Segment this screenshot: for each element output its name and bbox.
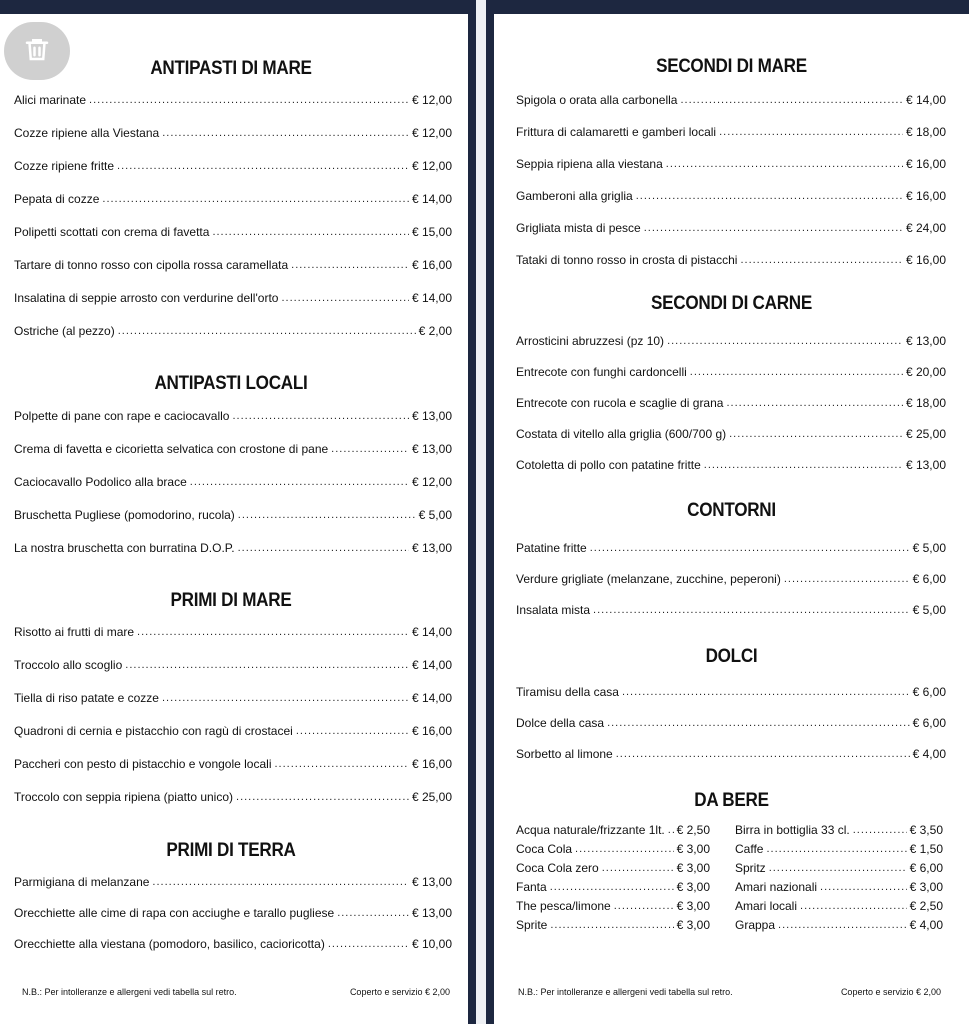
menu-item-price: € 15,00 xyxy=(411,225,452,239)
section-title: CONTORNI xyxy=(687,500,776,521)
menu-item xyxy=(14,191,452,207)
leader-dots xyxy=(550,917,673,933)
menu-item-name: Tataki di tonno rosso in crosta di pistacchi xyxy=(516,253,738,267)
leader-dots xyxy=(636,188,903,204)
menu-item xyxy=(516,684,946,700)
menu-item xyxy=(516,879,710,895)
menu-item-name: Paccheri con pesto di pistacchio e vongole locali xyxy=(14,757,272,771)
leader-dots xyxy=(680,92,903,108)
menu-item xyxy=(516,571,946,587)
leader-dots xyxy=(690,364,903,380)
menu-item-name: Insalata mista xyxy=(516,603,591,617)
menu-item-name: Alici marinate xyxy=(14,93,87,107)
menu-item-price: € 18,00 xyxy=(905,396,946,410)
menu-item-name: Parmigiana di melanzane xyxy=(14,875,150,889)
footer-note: N.B.: Per intolleranze e allergeni vedi tabella sul retro. xyxy=(22,987,237,997)
footer-note: N.B.: Per intolleranze e allergeni vedi tabella sul retro. xyxy=(518,987,733,997)
menu-item-price: € 13,00 xyxy=(411,442,452,456)
menu-item-price: € 14,00 xyxy=(411,625,452,639)
menu-item xyxy=(516,156,946,172)
menu-item xyxy=(735,879,943,895)
leader-dots xyxy=(726,395,902,411)
menu-item-price: € 2,50 xyxy=(676,823,710,837)
menu-item-name: Ostriche (al pezzo) xyxy=(14,324,115,338)
menu-item xyxy=(516,822,710,838)
leader-dots xyxy=(212,224,409,240)
menu-item xyxy=(516,188,946,204)
menu-item xyxy=(14,290,452,306)
leader-dots xyxy=(281,290,409,306)
leader-dots xyxy=(162,125,409,141)
menu-item-name: Caciocavallo Podolico alla brace xyxy=(14,475,187,489)
menu-item xyxy=(516,841,710,857)
menu-item xyxy=(516,124,946,140)
menu-item-name: Sorbetto al limone xyxy=(516,747,613,761)
menu-item-price: € 16,00 xyxy=(905,253,946,267)
menu-item-name: Fanta xyxy=(516,880,547,894)
menu-item-name: Spritz xyxy=(735,861,766,875)
menu-item-price: € 13,00 xyxy=(905,334,946,348)
section-title: PRIMI DI MARE xyxy=(170,590,292,611)
menu-item-name: Tartare di tonno rosso con cipolla rossa caramellata xyxy=(14,258,289,272)
section-title: ANTIPASTI LOCALI xyxy=(154,373,308,394)
menu-item xyxy=(14,257,452,273)
menu-item-price: € 13,00 xyxy=(411,541,452,555)
leader-dots xyxy=(719,124,903,140)
menu-item-price: € 25,00 xyxy=(905,427,946,441)
menu-item-price: € 6,00 xyxy=(912,572,946,586)
leader-dots xyxy=(704,457,903,473)
leader-dots xyxy=(232,408,408,424)
menu-item xyxy=(735,841,943,857)
section-title: DA BERE xyxy=(694,790,769,811)
leader-dots xyxy=(616,746,910,762)
leader-dots xyxy=(102,191,409,207)
leader-dots xyxy=(590,540,910,556)
menu-item xyxy=(516,860,710,876)
menu-item-price: € 13,00 xyxy=(905,458,946,472)
menu-item-price: € 24,00 xyxy=(905,221,946,235)
menu-item xyxy=(14,408,452,424)
menu-item xyxy=(516,715,946,731)
menu-item xyxy=(14,723,452,739)
menu-item xyxy=(14,125,452,141)
menu-item-name: Tiella di riso patate e cozze xyxy=(14,691,159,705)
menu-item-name: Orecchiette alla viestana (pomodoro, basilico, cacioricotta) xyxy=(14,937,325,951)
menu-item-name: Birra in bottiglia 33 cl. xyxy=(735,823,850,837)
menu-item-name: Coca Cola xyxy=(516,842,573,856)
leader-dots xyxy=(766,841,906,857)
menu-item xyxy=(516,92,946,108)
leader-dots xyxy=(238,507,416,523)
menu-item-name: Crema di favetta e cicorietta selvatica con crostone di pane xyxy=(14,442,329,456)
menu-item-price: € 6,00 xyxy=(909,861,943,875)
menu-item-name: Risotto ai frutti di mare xyxy=(14,625,135,639)
leader-dots xyxy=(274,756,408,772)
leader-dots xyxy=(668,822,674,838)
menu-item-price: € 14,00 xyxy=(905,93,946,107)
menu-item xyxy=(516,364,946,380)
menu-item-name: Entrecote con funghi cardoncelli xyxy=(516,365,687,379)
menu-item xyxy=(14,323,452,339)
menu-item-name: Sprite xyxy=(516,918,548,932)
menu-item-price: € 10,00 xyxy=(411,937,452,951)
menu-item-price: € 14,00 xyxy=(411,291,452,305)
menu-item-price: € 3,00 xyxy=(676,918,710,932)
leader-dots xyxy=(607,715,910,731)
menu-item-name: Coca Cola zero xyxy=(516,861,599,875)
leader-dots xyxy=(853,822,907,838)
menu-item-price: € 14,00 xyxy=(411,192,452,206)
menu-item-name: Tiramisu della casa xyxy=(516,685,619,699)
page-divider xyxy=(468,0,494,1024)
menu-item-name: Frittura di calamaretti e gamberi locali xyxy=(516,125,717,139)
menu-item xyxy=(14,158,452,174)
menu-item-name: Costata di vitello alla griglia (600/700 g) xyxy=(516,427,727,441)
menu-item-name: Seppia ripiena alla viestana xyxy=(516,157,663,171)
leader-dots xyxy=(162,690,409,706)
menu-item-name: Polipetti scottati con crema di favetta xyxy=(14,225,210,239)
menu-item xyxy=(14,657,452,673)
menu-item-price: € 3,00 xyxy=(676,880,710,894)
menu-item xyxy=(14,690,452,706)
menu-item xyxy=(735,860,943,876)
menu-item-name: Troccolo allo scoglio xyxy=(14,658,123,672)
menu-item-name: Orecchiette alle cime di rapa con acciughe e tarallo pugliese xyxy=(14,906,335,920)
leader-dots xyxy=(238,540,409,556)
leader-dots xyxy=(667,333,903,349)
menu-item-price: € 5,00 xyxy=(418,508,452,522)
menu-item-price: € 12,00 xyxy=(411,475,452,489)
menu-item-price: € 16,00 xyxy=(411,724,452,738)
leader-dots xyxy=(152,874,409,890)
menu-item xyxy=(14,540,452,556)
menu-item-name: Insalatina di seppie arrosto con verdurine dell'orto xyxy=(14,291,279,305)
leader-dots xyxy=(236,789,409,805)
section-title: SECONDI DI CARNE xyxy=(650,293,812,314)
menu-item xyxy=(14,507,452,523)
leader-dots xyxy=(644,220,903,236)
menu-item-price: € 25,00 xyxy=(411,790,452,804)
menu-item xyxy=(516,917,710,933)
menu-item-name: Pepata di cozze xyxy=(14,192,100,206)
leader-dots xyxy=(117,158,409,174)
menu-item xyxy=(14,624,452,640)
leader-dots xyxy=(337,905,409,921)
leader-dots xyxy=(125,657,409,673)
menu-item-name: Quadroni di cernia e pistacchio con ragù di crostacei xyxy=(14,724,293,738)
menu-item-name: Troccolo con seppia ripiena (piatto unico) xyxy=(14,790,234,804)
menu-item-price: € 14,00 xyxy=(411,658,452,672)
menu-item xyxy=(14,224,452,240)
menu-item-name: Grappa xyxy=(735,918,776,932)
menu-item-name: Gamberoni alla griglia xyxy=(516,189,633,203)
menu-item-price: € 18,00 xyxy=(905,125,946,139)
menu-item xyxy=(735,917,943,933)
leader-dots xyxy=(190,474,409,490)
menu-item-name: Spigola o orata alla carbonella xyxy=(516,93,678,107)
menu-item-name: The pesca/limone xyxy=(516,899,611,913)
section-title: ANTIPASTI DI MARE xyxy=(150,58,312,79)
menu-item xyxy=(516,333,946,349)
menu-item xyxy=(735,822,943,838)
menu-item xyxy=(516,252,946,268)
menu-item-price: € 13,00 xyxy=(411,906,452,920)
menu-item-price: € 4,00 xyxy=(909,918,943,932)
leader-dots xyxy=(800,898,907,914)
leader-dots xyxy=(622,684,910,700)
menu-item-price: € 5,00 xyxy=(912,541,946,555)
menu-item-name: Bruschetta Pugliese (pomodorino, rucola) xyxy=(14,508,235,522)
menu-item xyxy=(516,457,946,473)
menu-item xyxy=(14,92,452,108)
leader-dots xyxy=(593,602,910,618)
menu-item-price: € 6,00 xyxy=(912,685,946,699)
menu-item-name: Entrecote con rucola e scaglie di grana xyxy=(516,396,724,410)
menu-item xyxy=(516,426,946,442)
leader-dots xyxy=(769,860,907,876)
menu-item-price: € 16,00 xyxy=(905,189,946,203)
menu-item-price: € 12,00 xyxy=(411,93,452,107)
leader-dots xyxy=(602,860,674,876)
menu-item-name: Verdure grigliate (melanzane, zucchine, peperoni) xyxy=(516,572,781,586)
menu-item-price: € 3,00 xyxy=(676,899,710,913)
menu-item-name: Acqua naturale/frizzante 1lt. xyxy=(516,823,665,837)
menu-item xyxy=(516,602,946,618)
menu-item-price: € 16,00 xyxy=(905,157,946,171)
leader-dots xyxy=(291,257,409,273)
menu-item xyxy=(14,474,452,490)
section-title: DOLCI xyxy=(705,646,758,667)
leader-dots xyxy=(784,571,910,587)
menu-item-price: € 3,00 xyxy=(676,861,710,875)
menu-item-price: € 5,00 xyxy=(912,603,946,617)
menu-item xyxy=(14,874,452,890)
leader-dots xyxy=(550,879,674,895)
leader-dots xyxy=(328,936,409,952)
section-title: SECONDI DI MARE xyxy=(656,56,807,77)
leader-dots xyxy=(729,426,903,442)
leader-dots xyxy=(137,624,409,640)
menu-item xyxy=(735,898,943,914)
menu-item-name: Grigliata mista di pesce xyxy=(516,221,641,235)
menu-item-price: € 13,00 xyxy=(411,409,452,423)
menu-item-price: € 6,00 xyxy=(912,716,946,730)
leader-dots xyxy=(614,898,674,914)
menu-item-price: € 12,00 xyxy=(411,159,452,173)
menu-item-name: Cozze ripiene fritte xyxy=(14,159,115,173)
menu-item xyxy=(14,756,452,772)
menu-item xyxy=(516,540,946,556)
menu-item-price: € 16,00 xyxy=(411,258,452,272)
menu-item-price: € 2,00 xyxy=(418,324,452,338)
menu-item-name: Arrosticini abruzzesi (pz 10) xyxy=(516,334,665,348)
menu-item-price: € 3,00 xyxy=(676,842,710,856)
menu-item xyxy=(14,936,452,952)
menu-item xyxy=(14,441,452,457)
menu-item-price: € 12,00 xyxy=(411,126,452,140)
menu-item-name: La nostra bruschetta con burratina D.O.P. xyxy=(14,541,235,555)
leader-dots xyxy=(89,92,409,108)
menu-item xyxy=(516,220,946,236)
menu-item-price: € 14,00 xyxy=(411,691,452,705)
menu-item-price: € 1,50 xyxy=(909,842,943,856)
menu-item-price: € 16,00 xyxy=(411,757,452,771)
menu-item xyxy=(516,898,710,914)
leader-dots xyxy=(296,723,409,739)
leader-dots xyxy=(118,323,416,339)
menu-item-price: € 20,00 xyxy=(905,365,946,379)
menu-item-price: € 3,00 xyxy=(909,880,943,894)
leader-dots xyxy=(331,441,409,457)
menu-item-price: € 3,50 xyxy=(909,823,943,837)
menu-item-price: € 13,00 xyxy=(411,875,452,889)
menu-item-name: Polpette di pane con rape e caciocavallo xyxy=(14,409,230,423)
footer-note: Coperto e servizio € 2,00 xyxy=(840,987,941,997)
menu-item-name: Cotoletta di pollo con patatine fritte xyxy=(516,458,701,472)
menu-item-price: € 4,00 xyxy=(912,747,946,761)
menu-item xyxy=(14,905,452,921)
leader-dots xyxy=(820,879,907,895)
menu-item-name: Amari locali xyxy=(735,899,798,913)
menu-item xyxy=(516,395,946,411)
leader-dots xyxy=(575,841,674,857)
menu-item-name: Dolce della casa xyxy=(516,716,605,730)
menu-item-name: Patatine fritte xyxy=(516,541,587,555)
menu-item-name: Amari nazionali xyxy=(735,880,818,894)
footer-note: Coperto e servizio € 2,00 xyxy=(349,987,450,997)
menu-item-price: € 2,50 xyxy=(909,899,943,913)
section-title: PRIMI DI TERRA xyxy=(166,840,296,861)
leader-dots xyxy=(778,917,907,933)
menu-item xyxy=(14,789,452,805)
menu-item-name: Caffe xyxy=(735,842,764,856)
leader-dots xyxy=(740,252,903,268)
menu-item xyxy=(516,746,946,762)
menu-item-name: Cozze ripiene alla Viestana xyxy=(14,126,160,140)
leader-dots xyxy=(666,156,903,172)
